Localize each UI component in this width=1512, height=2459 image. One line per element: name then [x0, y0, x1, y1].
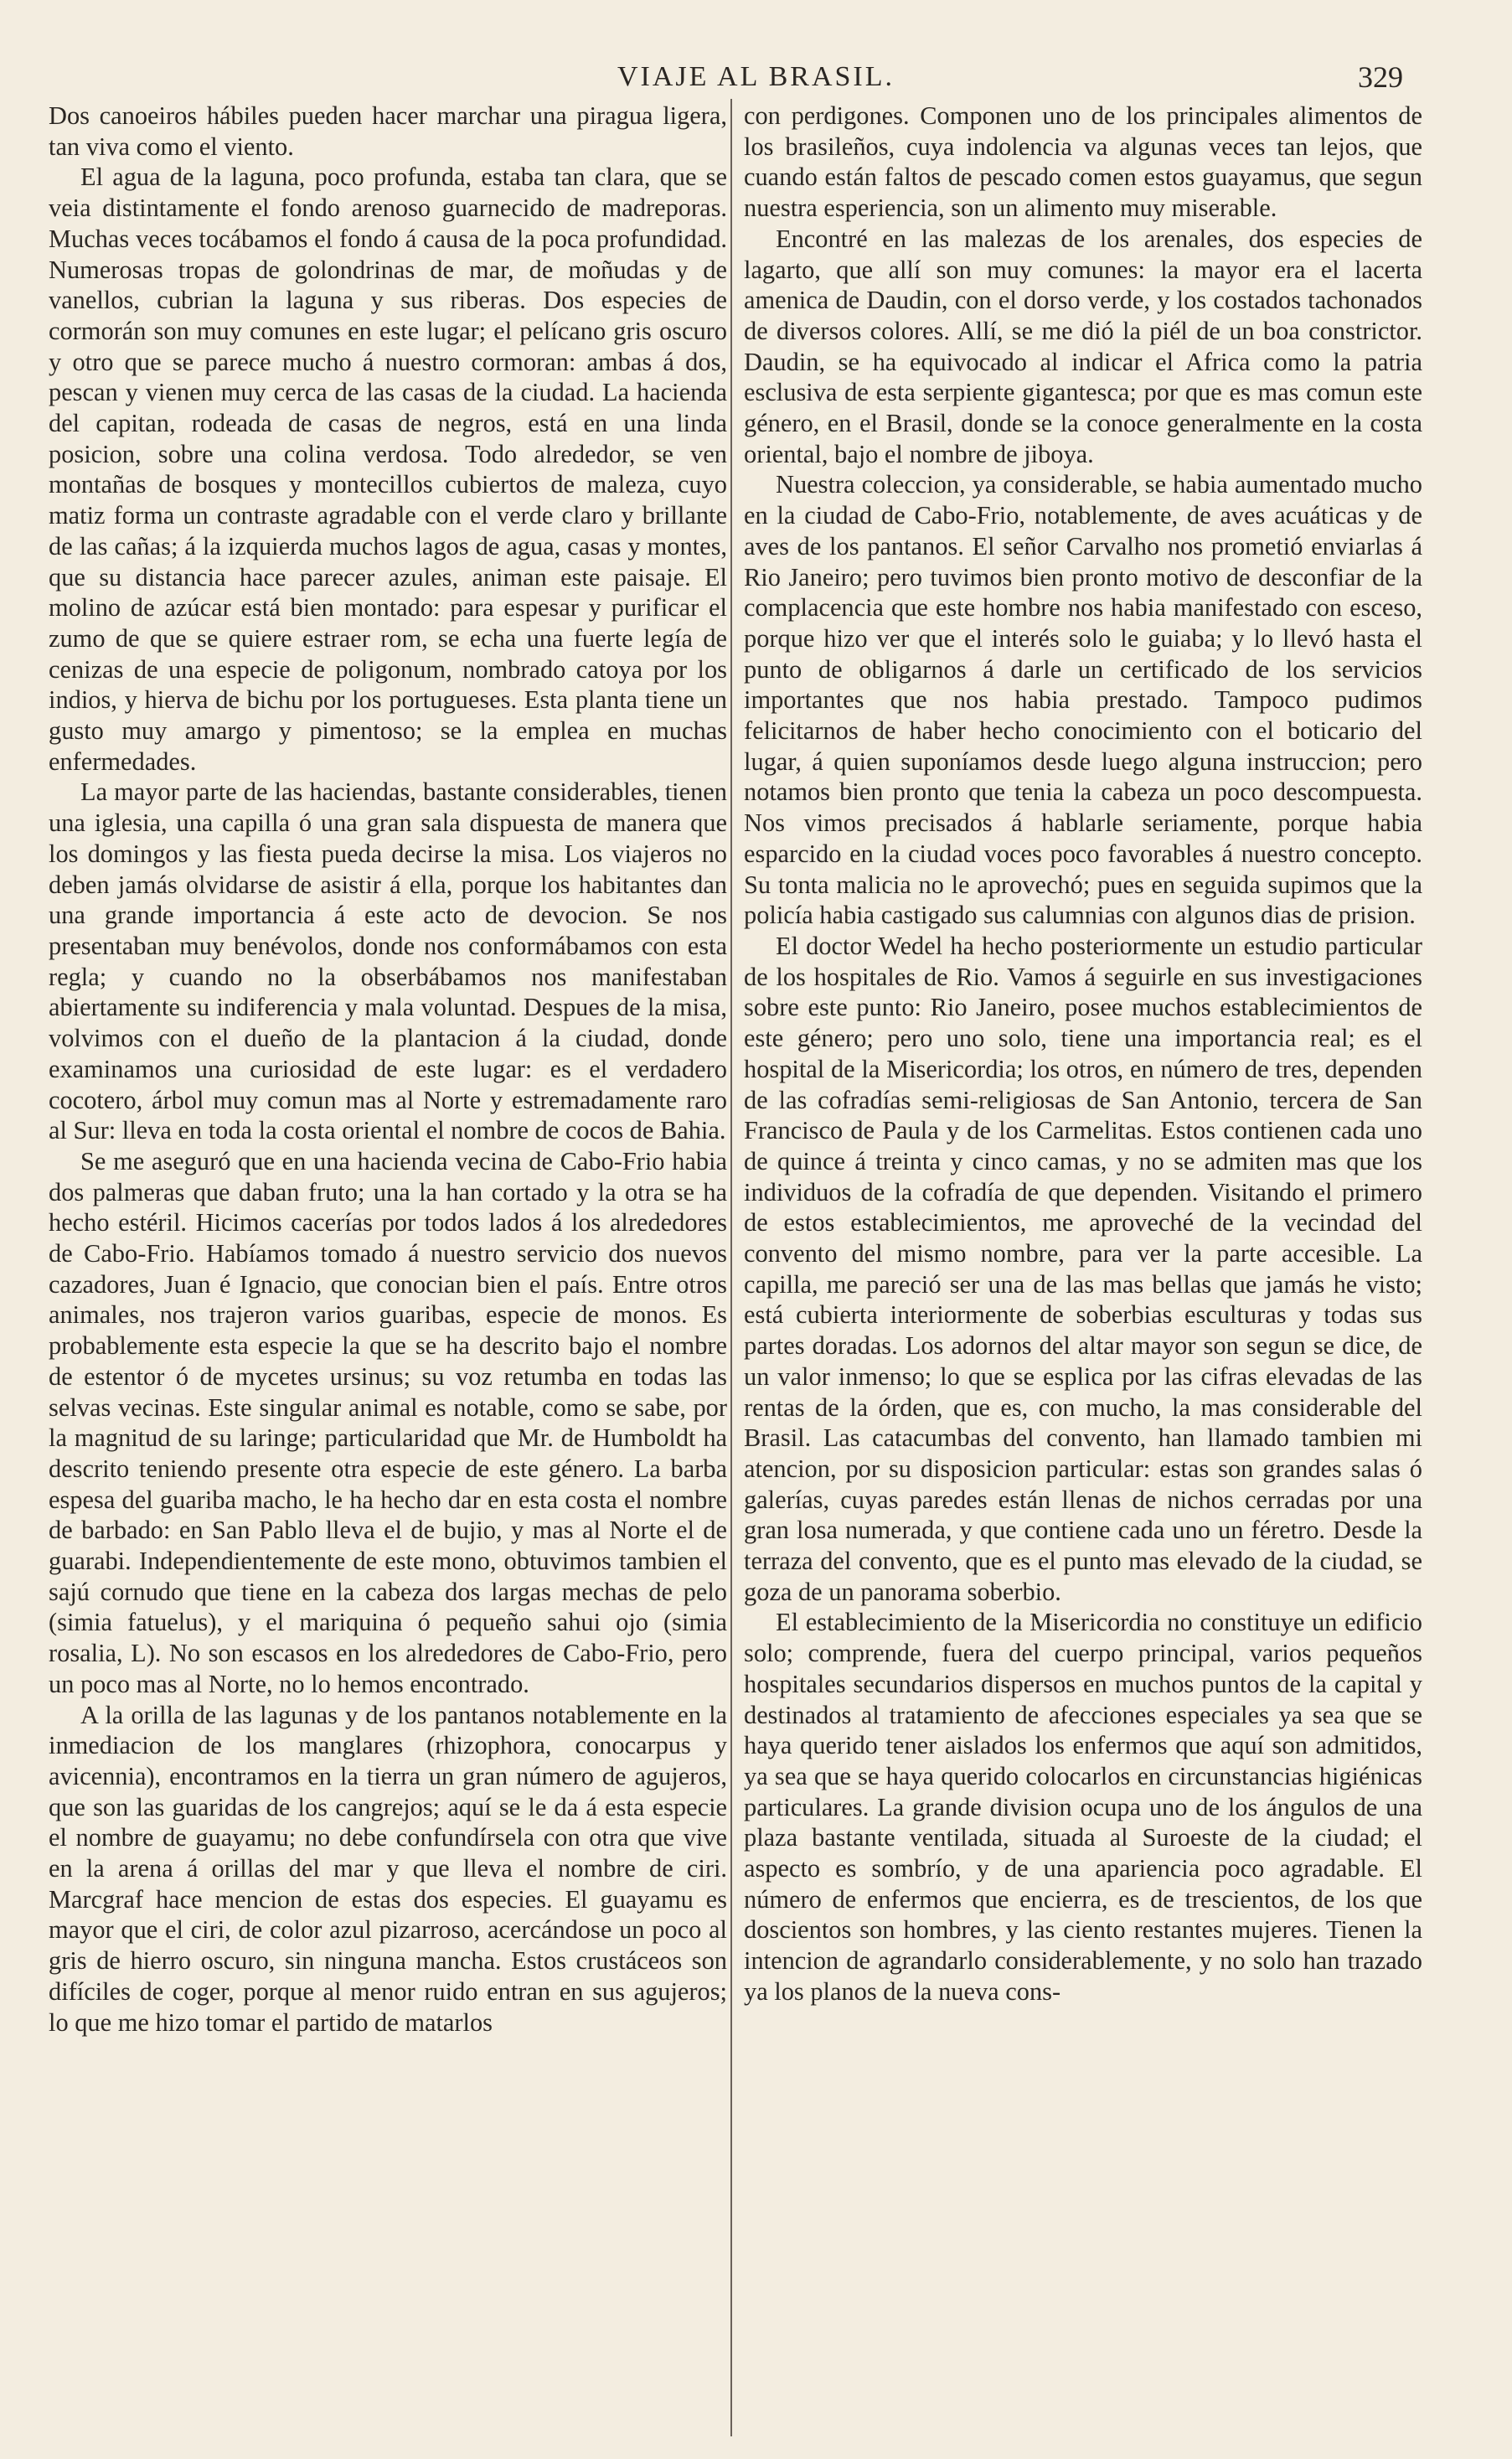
column-divider: [730, 99, 732, 2436]
paragraph: El agua de la laguna, poco profunda, estaba tan clara, que se veia distintamente el fondo arenoso guarnecido de madreporas. Muchas veces tocábamos el fondo á causa de la poca profundidad. Numerosas tropas de golondrinas de mar, de moñudas y de vanellos, cubrian la laguna y sus riberas. Dos especies de cormorán son muy comunes en este lugar; el pelícano gris oscuro y otro que se parece mucho á nuestro cormoran: ambas á dos, pescan y vienen muy cerca de las casas de la ciudad. La hacienda del capitan, rodeada de casas de negros, está en una linda posicion, sobre una colina verdosa. Todo alrededor, se ven montañas de bosques y montecillos cubiertos de maleza, cuyo matiz forma un contraste agradable con el verde claro y brillante de las cañas; á la izquierda muchos lagos de agua, casas y montes, que su distancia hace parecer azules, animan este paisaje. El molino de azúcar está bien montado: para espesar y purificar el zumo de que se quiere estraer rom, se echa una fuerte legía de cenizas de una especie de poligonum, nombrado catoya por los indios, y hierva de bichu por los portugueses. Esta planta tiene un gusto muy amargo y pimentoso; se la emplea en muchas enfermedades.: [49, 163, 727, 776]
paragraph: El establecimiento de la Misericordia no constituye un edificio solo; comprende, fuera del cuerpo principal, varios pequeños hospitales secundarios dispersos en muchos puntos de la capital y destinados al tratamiento de afecciones especiales ya sea que se haya querido tener aislados los enfermos que aquí son admitidos, ya sea que se haya querido colocarlos en circunstancias higiénicas particulares. La grande division ocupa uno de los ángulos de una plaza bastante ventilada, situada al Suroeste de la ciudad; el aspecto es sombrío, y de una apariencia poco agradable. El número de enfermos que encierra, es de trescientos, de los que doscientos son hombres, y las ciento restantes mujeres. Tienen la intencion de agrandarlo considerablemente, y no solo han trazado ya los planos de la nueva cons-: [744, 1608, 1422, 2006]
running-title: VIAJE AL BRASIL.: [617, 61, 895, 92]
paragraph: Nuestra coleccion, ya considerable, se habia aumentado mucho en la ciudad de Cabo-Frio, notablemente, de aves acuáticas y de aves de los pantanos. El señor Carvalho nos prometió enviarlas á Rio Janeiro; pero tuvimos bien pronto motivo de desconfiar de la complacencia que este hombre nos habia manifestado con esceso, porque hizo ver que el interés solo le guiaba; y lo llevó hasta el punto de obligarnos á darle un certificado de los servicios importantes que nos habia prestado. Tampoco pudimos felicitarnos de haber hecho conocimiento con el boticario del lugar, á quien suponíamos desde luego alguna instruccion; pero notamos bien pronto que tenia la cabeza un poco descompuesta. Nos vimos precisados á hablarle seriamente, porque habia esparcido en la ciudad voces poco favorables á nuestro concepto. Su tonta malicia no le aprovechó; pues en seguida supimos que la policía habia castigado sus calumnias con algunos dias de prision.: [744, 470, 1422, 930]
running-head: [0, 59, 1512, 96]
paragraph: La mayor parte de las haciendas, bastante considerables, tienen una iglesia, una capilla ó una gran sala dispuesta de manera que los domingos y las fiesta pueda decirse la misa. Los viajeros no deben jamás olvidarse de asistir á ella, porque los habitantes dan una grande importancia á este acto de devocion. Se nos presentaban muy benévolos, donde nos conformábamos con esta regla; y cuando no la obserbábamos nos manifestaban abiertamente su indiferencia y mala voluntad. Despues de la misa, volvimos con el dueño de la plantacion á la ciudad, donde examinamos una curiosidad de este lugar: es el verdadero cocotero, árbol muy comun mas al Norte y estremadamente raro al Sur: lleva en toda la costa oriental el nombre de cocos de Bahia.: [49, 777, 727, 1145]
paragraph: El doctor Wedel ha hecho posteriormente un estudio particular de los hospitales de Rio. Vamos á seguirle en sus investigaciones sobre este punto: Rio Janeiro, posee muchos establecimientos de este género; pero uno solo, tiene una importancia real; es el hospital de la Misericordia; los otros, en número de tres, dependen de las cofradías semi-religiosas de San Antonio, tercera de San Francisco de Paula y de los Carmelitas. Estos contienen cada uno de quince á treinta y cinco camas, y no se admiten mas que los individuos de la cofradía de que dependen. Visitando el primero de estos establecimientos, me aproveché de la vecindad del convento del mismo nombre, para ver la parte accesible. La capilla, me pareció ser una de las mas bellas que jamás he visto; está cubierta interiormente de soberbias esculturas y todas sus partes doradas. Los adornos del altar mayor son segun se dice, de un valor inmenso; lo que se esplica por las cifras elevadas de las rentas de la órden, que es, con mucho, la mas considerable del Brasil. Las catacumbas del convento, han llamado tambien mi atencion, por su disposicion particular: estas son grandes salas ó galerías, cuyas paredes están llenas de nichos cerradas por una gran losa numerada, y que contiene cada uno un féretro. Desde la terraza del convento, que es el punto mas elevado de la ciudad, se goza de un panorama soberbio.: [744, 931, 1422, 1606]
paragraph: A la orilla de las lagunas y de los pantanos notablemente en la inmediacion de los manglares (rhizophora, conocarpus y avicennia), encontramos en la tierra un gran número de agujeros, que son las guaridas de los cangrejos; aquí se le da á esta especie el nombre de guayamu; no debe confundírsela con otra que vive en la arena á orillas del mar y que lleva el nombre de ciri. Marcgraf hace mencion de estas dos especies. El guayamu es mayor que el ciri, de color azul pizarroso, acercándose un poco al gris de hierro oscuro, sin ninguna mancha. Estos crustáceos son difíciles de coger, porque al menor ruido entran en sus agujeros; lo que me hizo tomar el partido de matarlos: [49, 1700, 727, 2037]
paragraph: con perdigones. Componen uno de los principales alimentos de los brasileños, cuya indolencia va algunas veces tan lejos, que cuando están faltos de pescado comen estos guayamus, que segun nuestra esperiencia, son un alimento muy miserable.: [744, 101, 1422, 223]
paragraph: Dos canoeiros hábiles pueden hacer marchar una piragua ligera, tan viva como el viento.: [49, 101, 727, 161]
left-column: [49, 101, 727, 2038]
paragraph: Encontré en las malezas de los arenales, dos especies de lagarto, que allí son muy comunes: la mayor era el lacerta amenica de Daudin, con el dorso verde, y los costados tachonados de diversos colores. Allí, se me dió la piél de un boa constrictor. Daudin, se ha equivocado al indicar el Africa como la patria esclusiva de esta serpiente gigantesca; por que es mas comun este género, en el Brasil, donde se la conoce generalmente en la costa oriental, bajo el nombre de jiboya.: [744, 224, 1422, 468]
paragraph: Se me aseguró que en una hacienda vecina de Cabo-Frio habia dos palmeras que daban fruto; una la han cortado y la otra se ha hecho estéril. Hicimos cacerías por todos lados á los alrededores de Cabo-Frio. Habíamos tomado á nuestro servicio dos nuevos cazadores, Juan é Ignacio, que conocian bien el país. Entre otros animales, nos trajeron varios guaribas, especie de monos. Es probablemente esta especie la que se ha descrito bajo el nombre de estentor ó de mycetes ursinus; su voz retumba en todas las selvas vecinas. Este singular animal es notable, como se sabe, por la magnitud de su laringe; particularidad que Mr. de Humboldt ha descrito teniendo presente otra especie de este género. La barba espesa del guariba macho, le ha hecho dar en esta costa el nombre de barbado: en San Pablo lleva el de bujio, y mas al Norte el de guarabi. Independientemente de este mono, obtuvimos tambien el sajú cornudo que tiene en la cabeza dos largas mechas de pelo (simia fatuelus), y el mariquina ó pequeño sahui ojo (simia rosalia, L). No son escasos en los alrededores de Cabo-Frio, pero un poco mas al Norte, no lo hemos encontrado.: [49, 1146, 727, 1698]
page-number: 329: [1358, 60, 1403, 94]
right-column: [744, 101, 1422, 2007]
